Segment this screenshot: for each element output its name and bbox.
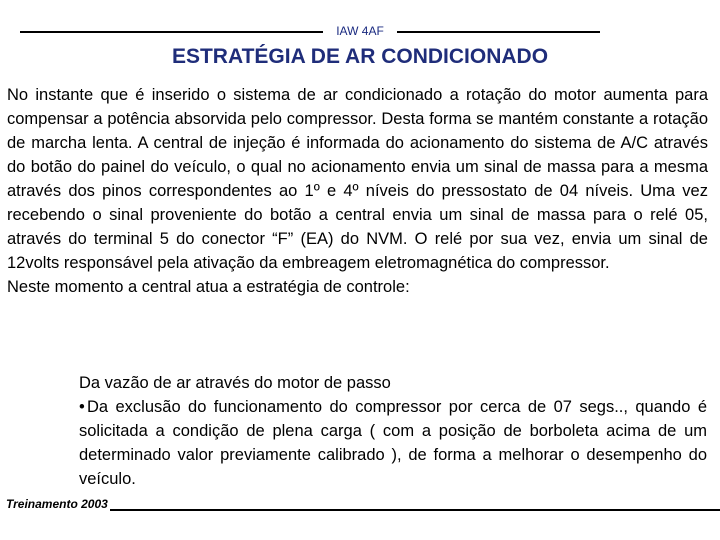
header-rule-right xyxy=(397,31,600,33)
document-code: IAW 4AF xyxy=(336,24,384,38)
body-paragraph: No instante que é inserido o sistema de ar condicionado a rotação do motor aumenta para compensar a potência absorvida pelo compressor. Desta forma se mantém constante a rotação de marcha lenta. A central de injeção é informada do acionamento do sistema de A/C através do botão do painel do veículo, o qual no acionamento envia um sinal de massa para a mesma através dos pinos correspondentes ao 1º e 4º níveis do pressostato de 04 níveis. Uma vez recebendo o sinal proveniente do botão a central envia um sinal de massa para o relé 05, através do terminal 5 do conector “F” (EA) do NVM. O relé por sua vez, envia um sinal de 12volts responsável pela ativação da embreagem eletromagnética do compressor. xyxy=(7,86,708,272)
footer xyxy=(6,495,720,515)
header-row xyxy=(0,23,720,39)
bullet-icon: • xyxy=(79,398,85,416)
page-title: ESTRATÉGIA DE AR CONDICIONADO xyxy=(171,45,549,68)
strategy-item xyxy=(79,371,707,395)
strategy-item-text: Da exclusão do funcionamento do compressor por cerca de 07 segs.., quando é solicitada a condição de plena carga ( com a posição de borboleta acima de um determinado valor previamente calibrado ), de forma a melhorar o desempenho do veículo. xyxy=(79,398,707,488)
footer-rule xyxy=(6,509,720,511)
intro-line: Neste momento a central atua a estratégia de controle: xyxy=(7,278,410,296)
header-rule-left xyxy=(20,31,323,33)
strategy-item xyxy=(79,395,707,491)
footer-label: Treinamento 2003 xyxy=(6,497,108,511)
body-text xyxy=(7,83,708,299)
strategy-list xyxy=(79,371,707,491)
strategy-item-text: Da vazão de ar através do motor de passo xyxy=(79,374,391,392)
